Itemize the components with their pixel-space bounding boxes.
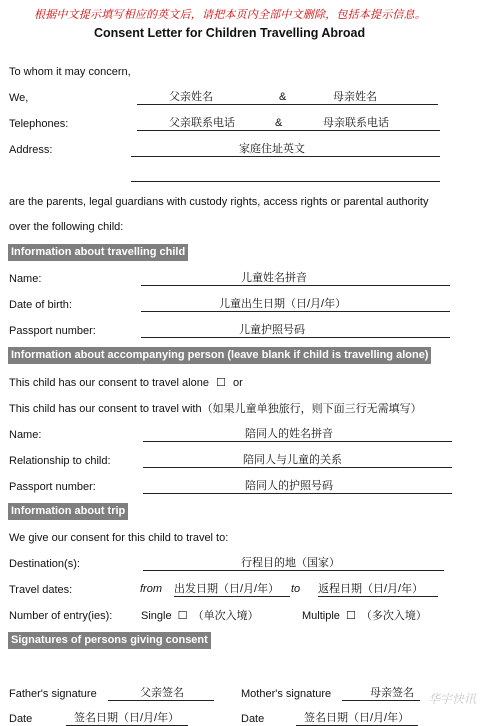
mother-date-label: Date [241,713,265,725]
father-date-field[interactable] [66,711,188,726]
multiple-label: Multiple [302,610,340,622]
child-passport-label: Passport number: [9,325,96,337]
father-date-value: 签名日期（日/月/年） [74,712,180,724]
destination-value: 行程目的地（国家） [241,557,340,569]
single-label: Single [141,610,172,622]
mother-telephone: 母亲联系电话 [323,117,389,129]
father-signature-label: Father's signature [9,688,97,700]
relationship-label: Relationship to child: [9,455,111,467]
document-title: Consent Letter for Children Travelling Abroad [94,26,366,40]
father-signature-field[interactable] [108,686,214,701]
ampersand: & [275,117,283,129]
companion-passport-label: Passport number: [9,481,96,493]
father-name: 父亲姓名 [169,91,213,103]
child-dob-value: 儿童出生日期（日/月/年） [219,298,347,310]
multiple-entry-option[interactable] [302,609,427,623]
parents-statement: are the parents, legal guardians with custody rights, access rights or parental authority [9,196,429,208]
address-label: Address: [9,144,53,156]
father-telephone: 父亲联系电话 [169,117,235,129]
from-label: from [140,583,162,595]
mother-date-value: 签名日期（日/月/年） [304,712,410,724]
telephones-field[interactable] [137,116,440,131]
trip-consent-text: We give our consent for this child to travel to: [9,532,229,544]
companion-name-value: 陪同人的姓名拼音 [245,428,333,440]
travel-with-text: This child has our consent to travel with（如果儿童单独旅行，则下面三行无需填写） [9,403,422,415]
mother-signature-value: 母亲签名 [370,687,414,699]
child-dob-label: Date of birth: [9,299,72,311]
to-label: to [291,583,301,595]
return-date[interactable]: 返程日期（日/月/年） [318,582,438,597]
we-label: We, [9,92,29,104]
address-value: 家庭住址英文 [239,143,305,155]
travel-alone-checkbox[interactable]: ☐ [216,377,226,389]
address-field-line2[interactable] [131,167,440,182]
salutation: To whom it may concern, [9,66,131,78]
parents-names-field[interactable] [137,90,438,105]
telephones-label: Telephones: [9,118,69,130]
departure-date[interactable]: 出发日期（日/月/年） [174,582,290,597]
child-name-value: 儿童姓名拼音 [241,272,307,284]
mother-signature-label: Mother's signature [241,688,332,700]
mother-signature-field[interactable] [342,686,420,701]
father-signature-value: 父亲签名 [140,687,184,699]
or-text: or [232,377,243,389]
section-header-companion: Information about accompanying person (leave blank if child is travelling alone) [8,347,431,364]
relationship-value: 陪同人与儿童的关系 [243,454,342,466]
travel-dates-label: Travel dates: [9,584,73,596]
companion-name-field[interactable] [143,427,452,442]
companion-passport-field[interactable] [143,479,452,494]
multiple-checkbox[interactable]: ☐ [345,610,356,622]
single-entry-option[interactable] [141,609,259,623]
parents-statement-cont: over the following child: [9,221,124,233]
child-name-field[interactable] [141,271,450,286]
watermark: 华宇快讯 [428,692,477,706]
father-date-label: Date [9,713,33,725]
travel-dates-field[interactable] [140,582,440,596]
relationship-field[interactable] [143,453,452,468]
single-cn-label: （单次入境） [192,610,259,622]
address-field[interactable] [131,142,440,157]
ampersand: & [279,91,287,103]
child-passport-field[interactable] [141,323,450,338]
multiple-cn-label: （多次入境） [360,610,427,622]
section-header-signatures: Signatures of persons giving consent [8,632,211,649]
mother-date-field[interactable] [296,711,418,726]
entries-label: Number of entry(ies): [9,610,113,622]
child-name-label: Name: [9,273,42,285]
destination-field[interactable] [143,556,444,571]
companion-name-label: Name: [9,429,42,441]
travel-alone-text [9,376,243,390]
travel-alone-label: This child has our consent to travel alone [9,377,209,389]
section-header-trip: Information about trip [8,503,128,520]
child-passport-value: 儿童护照号码 [239,324,305,336]
instruction-note: 根据中文提示填写相应的英文后，请把本页内全部中文删除，包括本提示信息。 [34,9,426,21]
single-checkbox[interactable]: ☐ [177,610,188,622]
companion-passport-value: 陪同人的护照号码 [245,480,333,492]
child-dob-field[interactable] [141,297,450,312]
destination-label: Destination(s): [9,558,80,570]
mother-name: 母亲姓名 [333,91,377,103]
section-header-child: Information about travelling child [8,244,188,261]
